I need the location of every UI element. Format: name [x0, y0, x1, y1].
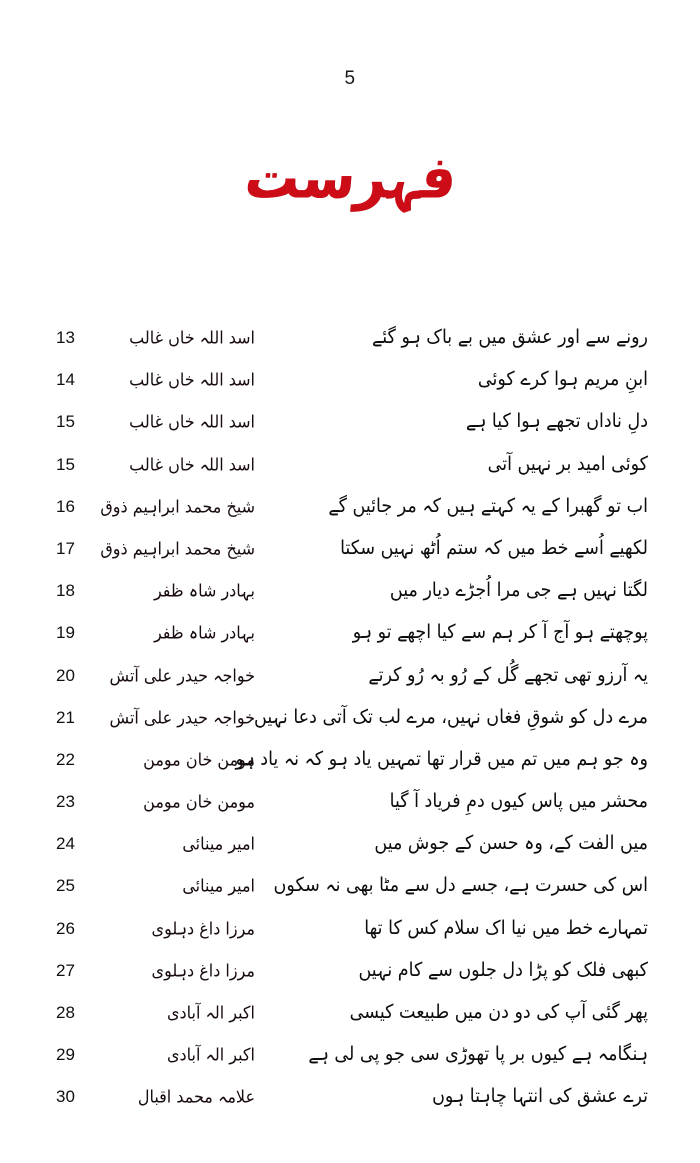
table-row: [0, 491, 700, 533]
page-reference: 30: [56, 1087, 75, 1107]
poet-name: شیخ محمد ابراہیم ذوق: [100, 538, 255, 559]
poet-name: علامہ محمد اقبال: [137, 1086, 255, 1108]
table-row: [0, 702, 700, 744]
page-reference: 20: [56, 665, 75, 685]
page-reference: 15: [56, 454, 75, 474]
verse-text: لکھیے اُسے خط میں کہ ستم اُٹھ نہیں سکتا: [340, 537, 648, 560]
verse-text: یہ آرزو تھی تجھے گُل کے رُو بہ رُو کرتے: [368, 663, 648, 686]
poet-name: مرزا داغ دہلوی: [151, 917, 255, 939]
table-row: [0, 449, 700, 491]
table-row: [0, 997, 700, 1039]
verse-text: دلِ ناداں تجھے ہوا کیا ہے: [465, 410, 648, 433]
page-reference: 25: [56, 876, 75, 896]
verse-text: ہنگامہ ہے کیوں بر پا تھوڑی سی جو پی لی ہے: [308, 1043, 648, 1066]
verse-text: پوچھتے ہو آج آ کر ہم سے کیا اچھے تو ہو: [352, 621, 648, 644]
page-reference: 27: [56, 960, 75, 980]
page-reference: 16: [56, 496, 75, 516]
table-row: [0, 322, 700, 364]
table-row: [0, 1039, 700, 1081]
verse-text: کبھی فلک کو پڑا دل جلوں سے کام نہیں: [358, 959, 648, 982]
verse-text: وہ جو ہم میں تم میں قرار تھا تمہیں یاد ہو کہ نہ یاد ہو: [235, 748, 648, 771]
verse-text: کوئی امید بر نہیں آتی: [487, 452, 648, 475]
table-row: [0, 913, 700, 955]
table-row: [0, 617, 700, 659]
poet-name: خواجہ حیدر علی آتش: [109, 707, 255, 728]
poet-name: اسد اللہ خاں غالب: [129, 327, 255, 348]
poet-name: امیر مینائی: [182, 875, 255, 897]
page-reference: 28: [56, 1003, 75, 1022]
verse-text: محشر میں پاس کیوں دمِ فریاد آ گیا: [389, 790, 648, 813]
poet-name: اسد اللہ خاں غالب: [129, 369, 255, 391]
poet-name: بہادر شاہ ظفر: [153, 580, 255, 601]
page-reference: 23: [56, 792, 75, 812]
table-row: [0, 660, 700, 702]
poet-name: امیر مینائی: [182, 833, 255, 855]
table-row: [0, 406, 700, 448]
page-reference: 13: [56, 328, 75, 347]
poet-name: مومن خان مومن: [143, 749, 255, 770]
poet-name: شیخ محمد ابراہیم ذوق: [100, 496, 255, 517]
poet-name: اسد اللہ خاں غالب: [129, 411, 255, 433]
verse-text: رونے سے اور عشق میں بے باک ہو گئے: [372, 326, 648, 349]
table-row: [0, 364, 700, 406]
table-row: [0, 533, 700, 575]
page-reference: 26: [56, 918, 75, 938]
table-row: [0, 786, 700, 828]
page-reference: 24: [56, 834, 75, 854]
page-title: فہرست: [241, 143, 459, 212]
table-row: [0, 575, 700, 617]
poet-name: اکبر الہ آبادی: [166, 1002, 255, 1023]
page-reference: 19: [56, 623, 75, 643]
table-of-contents: [0, 322, 700, 1124]
page-number: 5: [344, 68, 356, 89]
poet-name: بہادر شاہ ظفر: [153, 622, 255, 644]
verse-text: لگتا نہیں ہے جی مرا اُجڑے دیار میں: [389, 579, 648, 602]
poet-name: مرزا داغ دہلوی: [151, 960, 255, 981]
poet-name: اسد اللہ خاں غالب: [129, 453, 255, 475]
page-reference: 29: [56, 1045, 75, 1065]
poet-name: خواجہ حیدر علی آتش: [109, 664, 255, 686]
table-row: [0, 828, 700, 870]
verse-text: تمہارے خط میں نیا اک سلام کس کا تھا: [364, 917, 648, 940]
poet-name: اکبر الہ آبادی: [166, 1044, 255, 1066]
verse-text: اب تو گھبرا کے یہ کہتے ہیں کہ مر جائیں گے: [328, 495, 648, 518]
verse-text: ترے عشق کی انتہا چاہتا ہوں: [432, 1085, 648, 1108]
page-reference: 21: [56, 707, 75, 727]
page-reference: 15: [56, 412, 75, 432]
table-row: [0, 955, 700, 997]
page-title-container: [0, 143, 700, 212]
poet-name: مومن خان مومن: [143, 791, 255, 812]
table-row: [0, 1081, 700, 1123]
table-row: [0, 870, 700, 912]
table-row: [0, 744, 700, 786]
verse-text: مرے دل کو شوقِ فغاں نہیں، مرے لب تک آتی دعا نہیں: [254, 706, 648, 729]
page-reference: 14: [56, 370, 75, 390]
page-reference: 22: [56, 749, 75, 769]
verse-text: اس کی حسرت ہے، جسے دل سے مٹا بھی نہ سکوں: [273, 874, 648, 897]
verse-text: ابنِ مریم ہوا کرے کوئی: [477, 368, 648, 391]
page-reference: 17: [56, 538, 75, 558]
verse-text: میں الفت کے، وہ حسن کے جوش میں: [374, 832, 648, 855]
page-reference: 18: [56, 581, 75, 601]
verse-text: پھر گئی آپ کی دو دن میں طبیعت کیسی: [349, 1001, 648, 1024]
